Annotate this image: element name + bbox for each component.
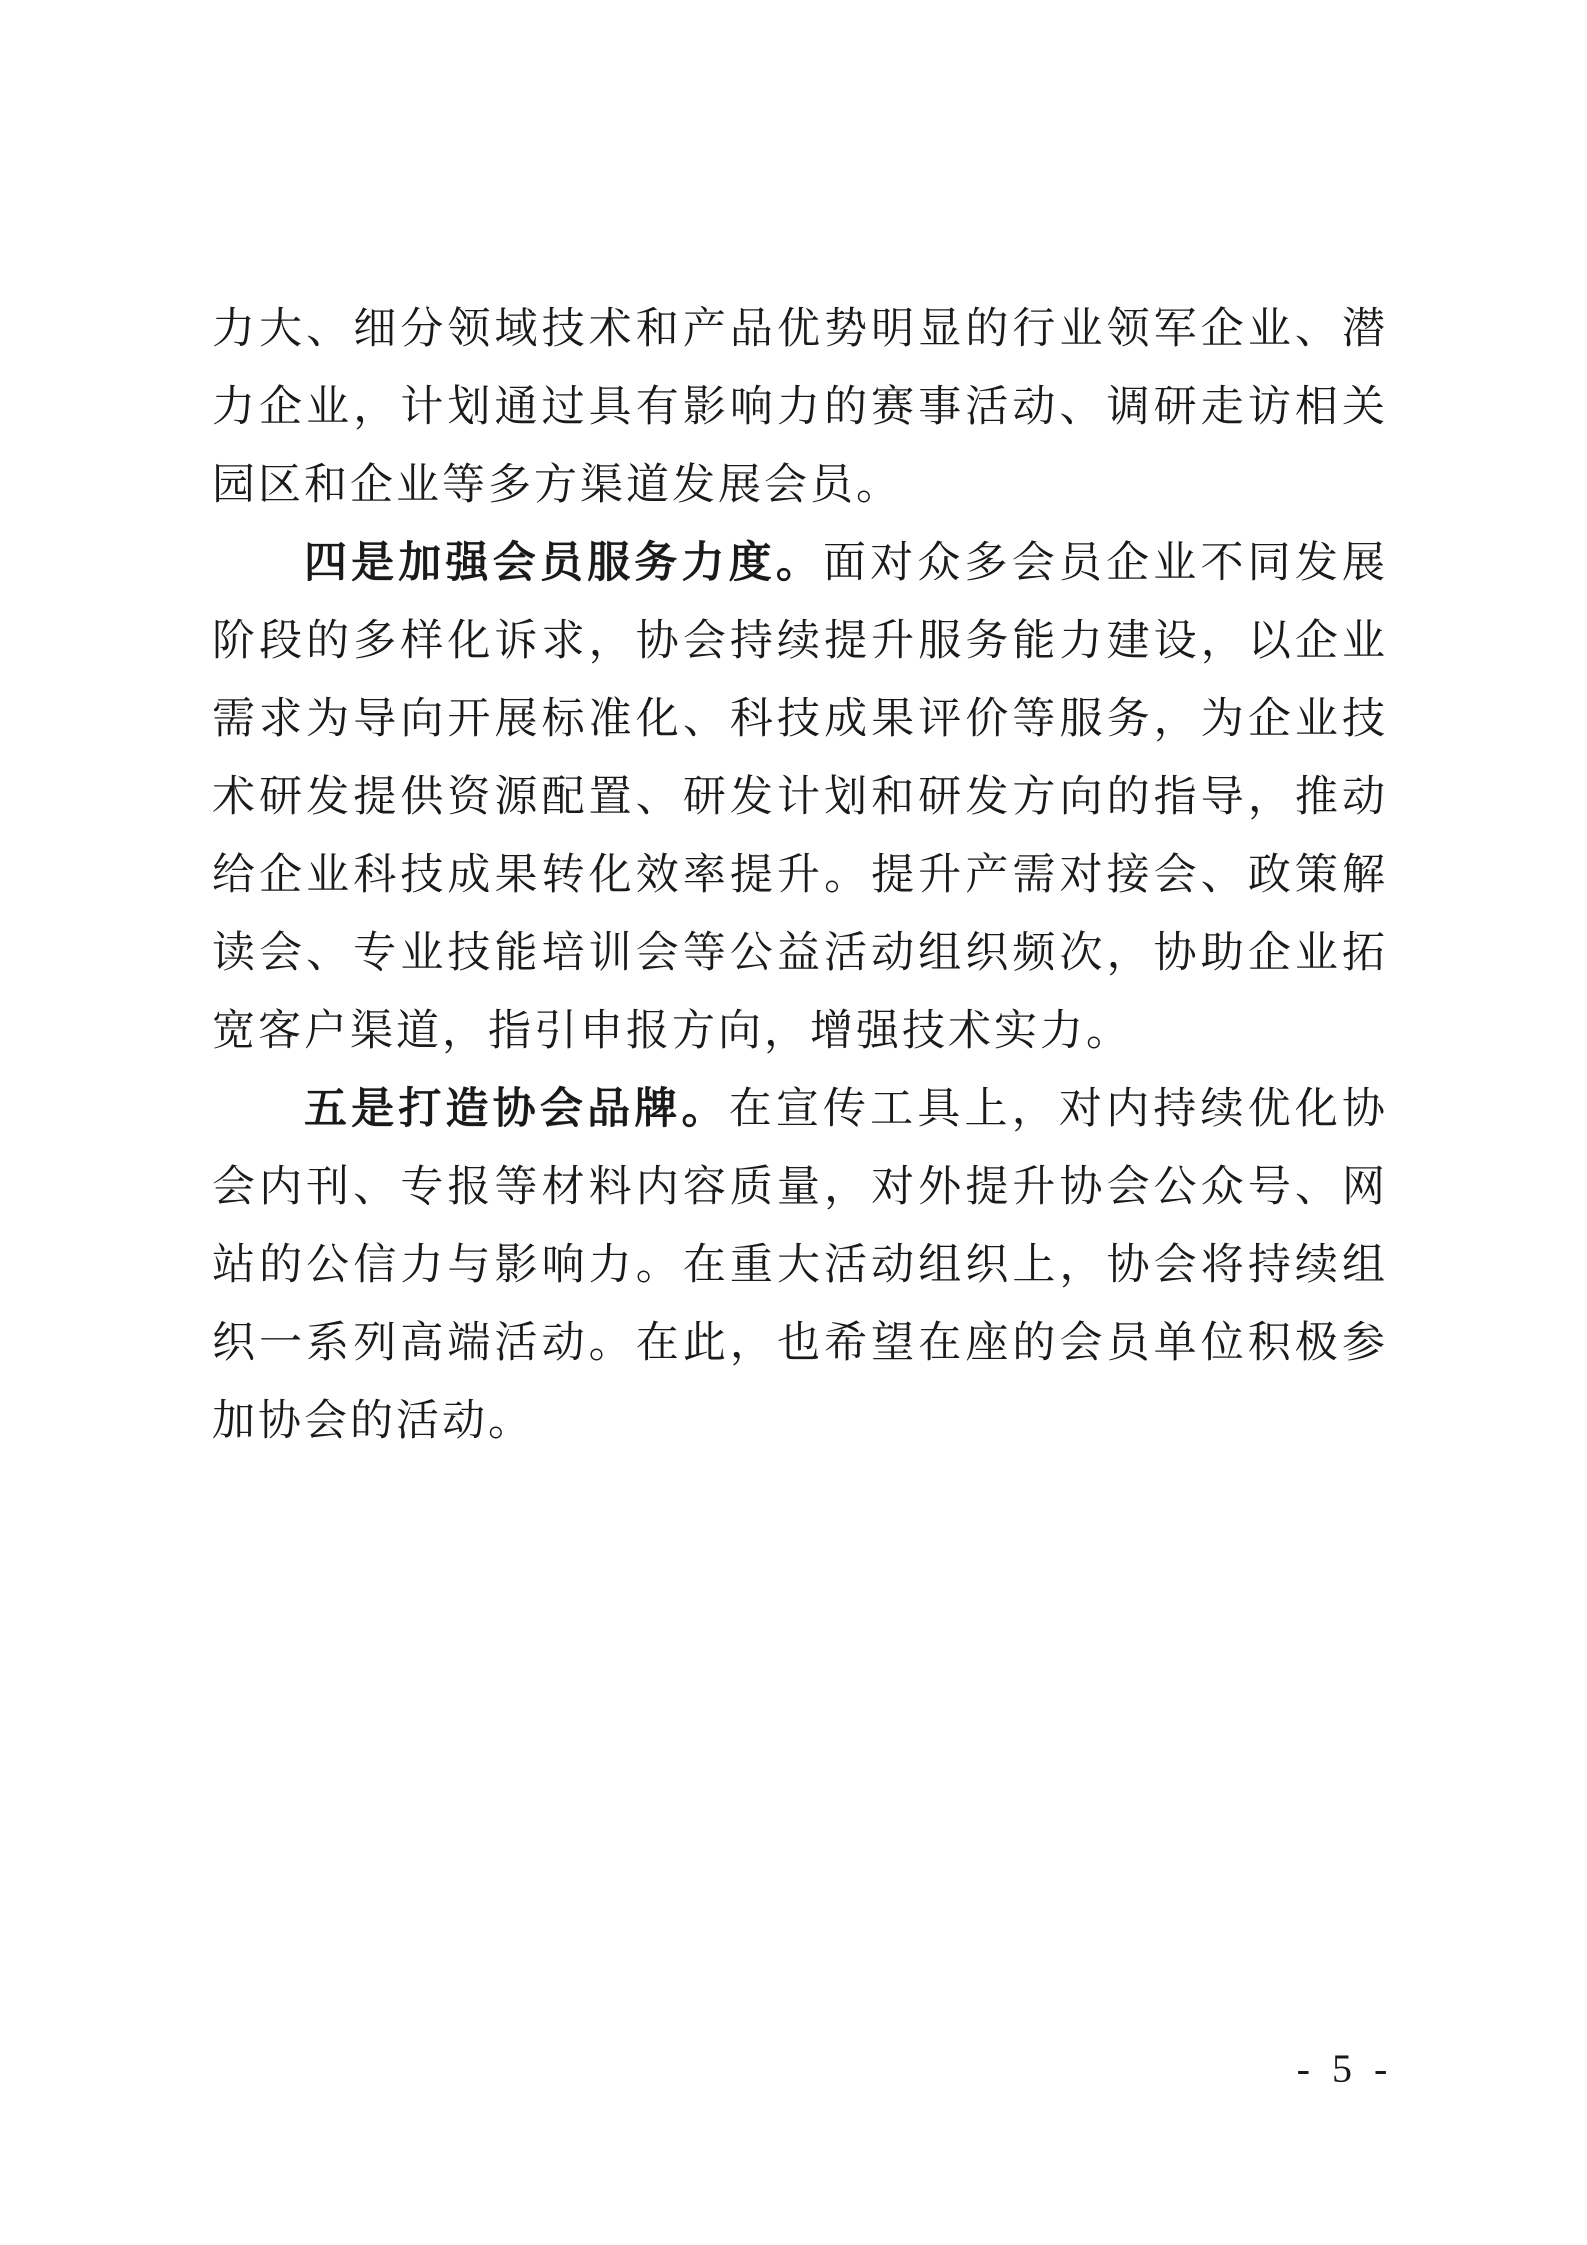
paragraph-lead: 五是打造协会品牌。 (304, 1084, 729, 1134)
paragraph-text: 面对众多会员企业不同发展阶段的多样化诉求，协会持续提升服务能力建设，以企业需求为导向开展标准化、科技成果评价等服务，为企业技术研发提供资源配置、研发计划和研发方向的指导，推动给企业科技成果转化效率提升。提升产需对接会、政策解读会、专业技能培训会等公益活动组织频次，协助企业拓宽客户渠道，指引申报方向，增强技术实力。 (212, 538, 1388, 1056)
paragraph-text: 在宣传工具上，对内持续优化协会内刊、专报等材料内容质量，对外提升协会公众号、网站的公信力与影响力。在重大活动组织上，协会将持续组织一系列高端活动。在此，也希望在座的会员单位积极参加协会的活动。 (212, 1084, 1389, 1446)
paragraph-association-brand (212, 1070, 1388, 1460)
document-body (212, 290, 1388, 1460)
page-number: - 5 - (1296, 2046, 1394, 2091)
paragraph-lead: 四是加强会员服务力度。 (304, 538, 823, 588)
paragraph-member-services (212, 524, 1388, 1070)
paragraph-continuation (212, 290, 1388, 524)
paragraph-text: 力大、细分领域技术和产品优势明显的行业领军企业、潜力企业，计划通过具有影响力的赛事活动、调研走访相关园区和企业等多方渠道发展会员。 (212, 304, 1388, 510)
